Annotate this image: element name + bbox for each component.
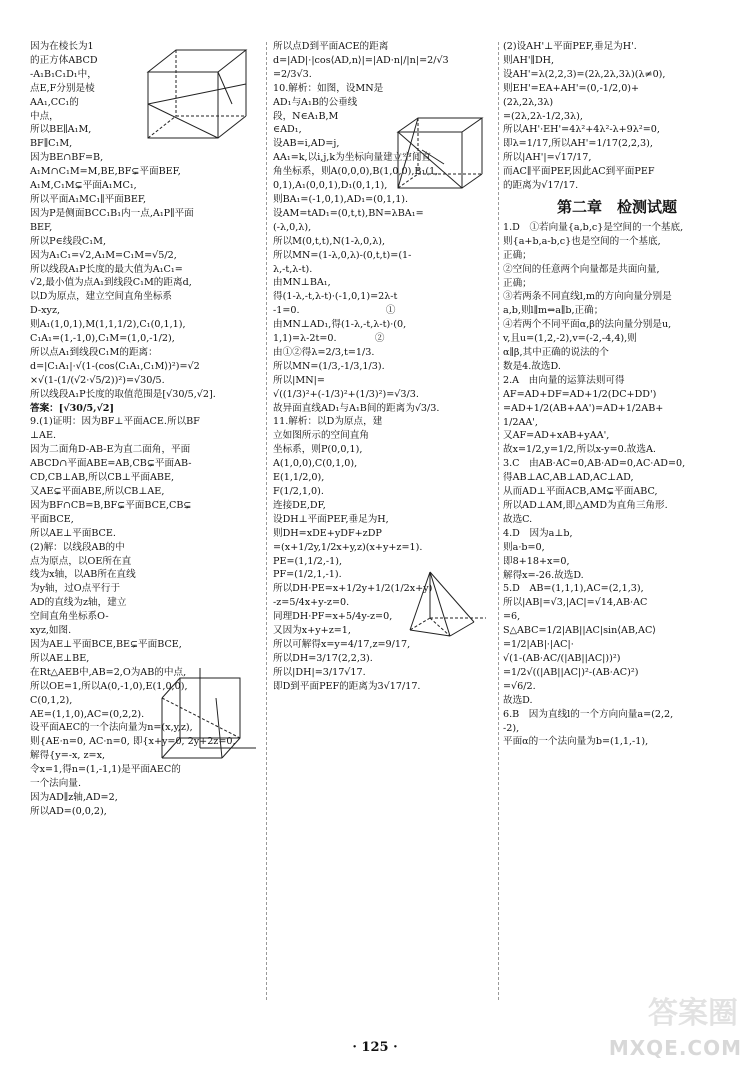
cube-figure-q10: [392, 112, 492, 194]
text-line: 以D为原点，建立空间直角坐标系: [30, 291, 173, 303]
text-line: 设平面AEC的一个法向量为n=(x,y,z),: [30, 722, 193, 734]
column-3: [503, 40, 731, 749]
text-line: d=|C₁A₁|·√(1-(cos⟨C₁A₁,C₁M⟩)²)=√2: [30, 360, 200, 372]
text-line: D-xyz,: [30, 305, 61, 317]
text-line: BF∥C₁M,: [30, 138, 73, 150]
column-divider-right: [498, 42, 499, 1000]
text-line: 段，N∈A₁B,M: [273, 110, 339, 122]
text-line: =AD+1/2(AB+AA')=AD+1/2AB+: [503, 402, 664, 414]
text-line: -1=0. ①: [273, 305, 396, 317]
text-line: PE=(1,1/2,-1),: [273, 555, 343, 567]
text-line: a,b,则l∥m⇔a∥b,正确；: [503, 305, 604, 317]
text-line: -A₁B₁C₁D₁中，: [30, 68, 97, 80]
text-line: 设DH⊥平面PEF,垂足为H,: [273, 513, 389, 525]
text-line: 所以|AB|=√3,|AC|=√14,AB·AC: [503, 597, 648, 609]
text-line: =(x+1/2y,1/2x+y,z)(x+y+z=1).: [273, 541, 423, 553]
text-line: 即D到平面PEF的距离为3√17/17.: [273, 680, 421, 692]
text-line: v,且u=(1,2,-2),v=(-2,-4,4),则: [503, 333, 637, 345]
text-line: 3.C 由AB·AC=0,AB·AD=0,AC·AD=0,: [503, 458, 686, 470]
text-line: BEF,: [30, 221, 53, 233]
text-line: 所以OE=1,所以A(0,-1,0),E(1,0,0),: [30, 680, 188, 692]
text-line: =2/3√3.: [273, 68, 312, 80]
text-line: 又因为x+y+z=1,: [273, 625, 351, 637]
text-line: 所以MN=(1/3,-1/3,1/3).: [273, 360, 385, 372]
text-line: 所以AH'·EH'=4λ²+4λ²-λ+9λ²=0,: [503, 124, 660, 136]
text-line: √(1-(AB·AC/(|AB||AC|))²): [503, 652, 621, 664]
cube-figure-q8: [140, 44, 258, 144]
text-line: -z=5/4x+y-z=0.: [273, 597, 350, 609]
text-line: 则BA₁=(-1,0,1),AD₁=(0,1,1).: [273, 193, 409, 205]
text-line: 为y轴，过O点平行于: [30, 583, 121, 595]
text-line: 点为原点，以OE所在直: [30, 555, 132, 567]
text-line: F(1/2,1,0).: [273, 486, 324, 497]
text-line: 所以|MN|=: [273, 374, 325, 386]
text-line: AA₁=k,以i,j,k为坐标向量建立空间直: [273, 152, 432, 164]
text-line: 平面BCE,: [30, 513, 74, 525]
text-line: 解得{y=-x, z=x,: [30, 750, 106, 762]
text-line: ABCD∩平面ABE=AB,CB⊊平面AB-: [30, 458, 192, 470]
text-line: 所以DH=3/17(2,2,3).: [273, 652, 373, 664]
page-number: · 125 ·: [352, 1040, 398, 1055]
text-line: 所以|DH|=3/17√17.: [273, 666, 366, 678]
text-line: (2)解：以线段AB的中: [30, 541, 125, 553]
text-line: 又AE⊊平面ABE,所以CB⊥AE,: [30, 486, 165, 497]
text-line: 设AB=i,AD=j,: [273, 138, 340, 150]
text-line: 故选C.: [503, 513, 533, 525]
text-line: 设AH'=λ(2,2,3)=(2λ,2λ,3λ)(λ≠0),: [503, 68, 666, 80]
text-line: 在Rt△AEB中,AB=2,O为AB的中点,: [30, 666, 187, 678]
text-line: AE=(1,1,0),AC=(0,2,2).: [30, 708, 145, 720]
text-line: =6,: [503, 611, 521, 623]
text-line: α∥β,其中正确的说法的个: [503, 347, 609, 359]
text-line: AA₁,CC₁的: [30, 96, 79, 108]
text-line: 则A₁(1,0,1),M(1,1,1/2),C₁(0,1,1),: [30, 319, 186, 331]
column-divider-left: [266, 42, 267, 1000]
text-line: 所以点A₁到线段C₁M的距离：: [30, 346, 158, 358]
text-line: 同理DH·PF=x+5/4y-z=0,: [273, 611, 393, 623]
text-line: 所以AE⊥BE,: [30, 652, 90, 664]
text-line: 点E,F分别是棱: [30, 82, 95, 94]
text-line: 10.解析：如图，设MN是: [273, 82, 384, 94]
text-line: AF=AD+DF=AD+1/2(DC+DD'): [503, 388, 657, 400]
text-line: 则DH=xDE+yDF+zDP: [273, 527, 382, 539]
text-line: 又AF=AD+xAB+yAA',: [503, 430, 610, 442]
text-line: 所以线段A₁P长度的最大值为A₁C₁=: [30, 263, 183, 275]
text-line: 一个法向量.: [30, 778, 82, 790]
text-line: ⊥AE.: [30, 430, 57, 442]
text-line: 2.A 由向量的运算法则可得: [503, 374, 625, 386]
text-line: 因为二面角D-AB-E为直二面角，平面: [30, 444, 191, 456]
text-line: 平面α的一个法向量为b=(1,1,-1),: [503, 736, 649, 748]
text-line: 0,1),A₁(0,0,1),D₁(0,1,1),: [273, 180, 388, 192]
text-line: ∈AD₁,: [273, 124, 302, 136]
text-line: 所以平面A₁MC₁∥平面BEF,: [30, 193, 147, 205]
watermark: MXQE.COM: [608, 1036, 742, 1060]
text-line: λ,-t,λ-t).: [273, 263, 313, 275]
text-line: 正确；: [503, 249, 532, 261]
text-line: 因为BF∩CB=B,BF⊊平面BCE,CB⊊: [30, 499, 192, 511]
text-line: ②空间的任意两个向量都是共面向量,: [503, 263, 660, 275]
text-line: (2)设AH'⊥平面PEF,垂足为H'.: [503, 41, 637, 52]
text-line: 所以|AH'|=√17/17,: [503, 152, 592, 164]
text-line: 1.D ①若向量{a,b,c}是空间的一个基底,: [503, 221, 684, 233]
chapter-title: 第二章 检测试题: [556, 197, 677, 216]
text-line: 所以DH·PE=x+1/2y+1/2(1/2x+y): [273, 583, 433, 595]
text-line: 设AM=tAD₁=(0,t,t),BN=λBA₁=: [273, 207, 424, 219]
text-line: 因为AD∥z轴,AD=2,: [30, 791, 118, 803]
text-line: 连接DE,DF,: [273, 499, 326, 511]
text-line: 因为在棱长为1: [30, 41, 94, 52]
text-line: 所以线段A₁P长度的取值范围是[√30/5,√2].: [30, 388, 216, 400]
text-line: 由MN⊥AD₁,得(1-λ,-t,λ-t)·(0,: [273, 319, 407, 331]
text-line: 1,1)=λ-2t=0. ②: [273, 333, 385, 345]
text-line: 所以可解得x=y=4/17,z=9/17,: [273, 638, 411, 650]
text-line: √((1/3)²+(-1/3)²+(1/3)²)=√3/3.: [273, 388, 419, 400]
text-line: (-λ,0,λ),: [273, 221, 312, 233]
text-line: 角坐标系，则A(0,0,0),B(1,0,0),B₁(1,: [273, 166, 439, 178]
text-line: 5.D AB=(1,1,1),AC=(2,1,3),: [503, 583, 644, 595]
text-line: xyz,如图.: [30, 625, 72, 637]
text-line: 所以P∈线段C₁M,: [30, 235, 106, 247]
text-line: ×√(1-(1/(√2·√5/2))²)=√30/5.: [30, 374, 165, 386]
text-line: 故选D.: [503, 694, 533, 706]
text-line: 9.(1)证明：因为BF⊥平面ACE.所以BF: [30, 416, 200, 428]
text-line: 解得x=-26.故选D.: [503, 569, 584, 581]
text-line: 所以AD⊥AM,即△AMD为直角三角形.: [503, 500, 668, 511]
text-line: 坐标系，则P(0,0,1),: [273, 444, 363, 456]
solid-figure-q9: [156, 668, 260, 764]
text-line: 1/2AA',: [503, 416, 538, 428]
text-line: A₁M∩C₁M=M,BE,BF⊊平面BEF,: [30, 166, 181, 178]
text-line: 数是4.故选D.: [503, 360, 561, 372]
text-line: 由MN⊥BA₁,: [273, 277, 331, 289]
text-line: 正确；: [503, 277, 532, 289]
text-line: 得(1-λ,-t,λ-t)·(-1,0,1)=2λ-t: [273, 291, 398, 303]
text-line: 立如图所示的空间直角: [273, 430, 369, 442]
text-line: 由①②得λ=2/3,t=1/3.: [273, 346, 375, 358]
text-line: C(0,1,2),: [30, 694, 73, 706]
text-line: 则AH'∥DH,: [503, 54, 555, 66]
text-line: 因为P是侧面BCC₁B₁内一点,A₁P∥平面: [30, 207, 194, 219]
text-line: ④若两个不同平面α,β的法向量分别是u,: [503, 319, 672, 331]
text-line: -2),: [503, 722, 520, 734]
text-line: 11.解析：以D为原点，建: [273, 416, 383, 428]
text-line: C₁A₁=(1,-1,0),C₁M=(1,0,-1/2),: [30, 333, 175, 345]
text-line: ③若两条不同直线l,m的方向向量分别是: [503, 291, 672, 303]
text-line: =√6/2.: [503, 680, 536, 692]
text-line: 线为x轴，以AB所在直线: [30, 569, 136, 581]
text-line: =1/2|AB|·|AC|·: [503, 639, 574, 651]
text-line: 故x=1/2,y=1/2,所以x-y=0.故选A.: [503, 444, 656, 456]
text-line: 的距离为√17/17.: [503, 180, 579, 192]
text-line: 即λ=1/17,所以AH'=1/17(2,2,3),: [503, 138, 653, 150]
text-line: 故异面直线AD₁与A₁B间的距离为√3/3.: [273, 402, 440, 414]
text-line: 空间直角坐标系O-: [30, 611, 109, 623]
text-line: 而AC∥平面PEF,因此AC到平面PEF: [503, 166, 655, 178]
text-line: =(2λ,2λ-1/2,3λ),: [503, 110, 583, 122]
text-line: 令x=1,得n=(1,-1,1)是平面AEC的: [30, 764, 181, 776]
text-line: 所以AD=(0,0,2),: [30, 805, 107, 817]
text-line: CD,CB⊥AB,所以CB⊥平面ABE,: [30, 472, 174, 484]
text-line: 从而AD⊥平面ACB,AM⊊平面ABC,: [503, 486, 658, 498]
text-line: 因为AE⊥平面BCE,BE⊊平面BCE,: [30, 638, 182, 650]
text-line: 的正方体ABCD: [30, 54, 98, 66]
text-line: 则EH'=EA+AH'=(0,-1/2,0)+: [503, 82, 640, 94]
text-line: √2,最小值为点A₁到线段C₁M的距离d,: [30, 277, 192, 289]
text-line: =1/2√((|AB||AC|)²-(AB·AC)²): [503, 666, 639, 678]
text-line: PF=(1/2,1,-1).: [273, 569, 342, 581]
text-line: AD的直线为z轴，建立: [30, 597, 127, 609]
pyramid-figure-q11: [400, 570, 492, 642]
text-line: 所以MN=(1-λ,0,λ)-(0,t,t)=(1-: [273, 249, 412, 261]
text-line: A₁M,C₁M⊊平面A₁MC₁,: [30, 180, 137, 192]
text-line: 4.D 因为a⊥b,: [503, 527, 573, 539]
text-line: 则a·b=0,: [503, 541, 545, 553]
text-line: 所以点D到平面ACE的距离: [273, 41, 389, 52]
text-line: d=|AD|·|cos⟨AD,n⟩|=|AD·n|/|n|=2/√3: [273, 54, 449, 66]
text-line: 则{a+b,a-b,c}也是空间的一个基底,: [503, 235, 661, 247]
text-line: 因为BE∩BF=B,: [30, 152, 104, 164]
text-line: A(1,0,0),C(0,1,0),: [273, 458, 358, 470]
text-line: 因为A₁C₁=√2,A₁M=C₁M=√5/2,: [30, 249, 177, 261]
text-line: (2λ,2λ,3λ): [503, 96, 554, 108]
text-line: 6.B 因为直线l的一个方向向量a=(2,2,: [503, 708, 674, 720]
text-line: 中点，: [30, 110, 59, 122]
text-line: 所以AE⊥平面BCE.: [30, 527, 116, 539]
text-line: E(1,1/2,0),: [273, 472, 325, 484]
answer-line: 答案：[√30/5,√2]: [30, 402, 115, 414]
text-line: 得AB⊥AC,AB⊥AD,AC⊥AD,: [503, 472, 634, 484]
text-line: 则{AE·n=0, AC·n=0, 即{x+y=0, 2y+2z=0,: [30, 736, 236, 748]
text-line: S△ABC=1/2|AB||AC|sin⟨AB,AC⟩: [503, 625, 657, 637]
text-line: 所以M(0,t,t),N(1-λ,0,λ),: [273, 235, 386, 247]
text-line: 即8+18+x=0,: [503, 555, 570, 567]
text-line: 所以BE∥A₁M,: [30, 124, 92, 136]
watermark-logo: 答案圈: [648, 996, 738, 1031]
text-line: AD₁与A₁B的公垂线: [273, 96, 358, 108]
